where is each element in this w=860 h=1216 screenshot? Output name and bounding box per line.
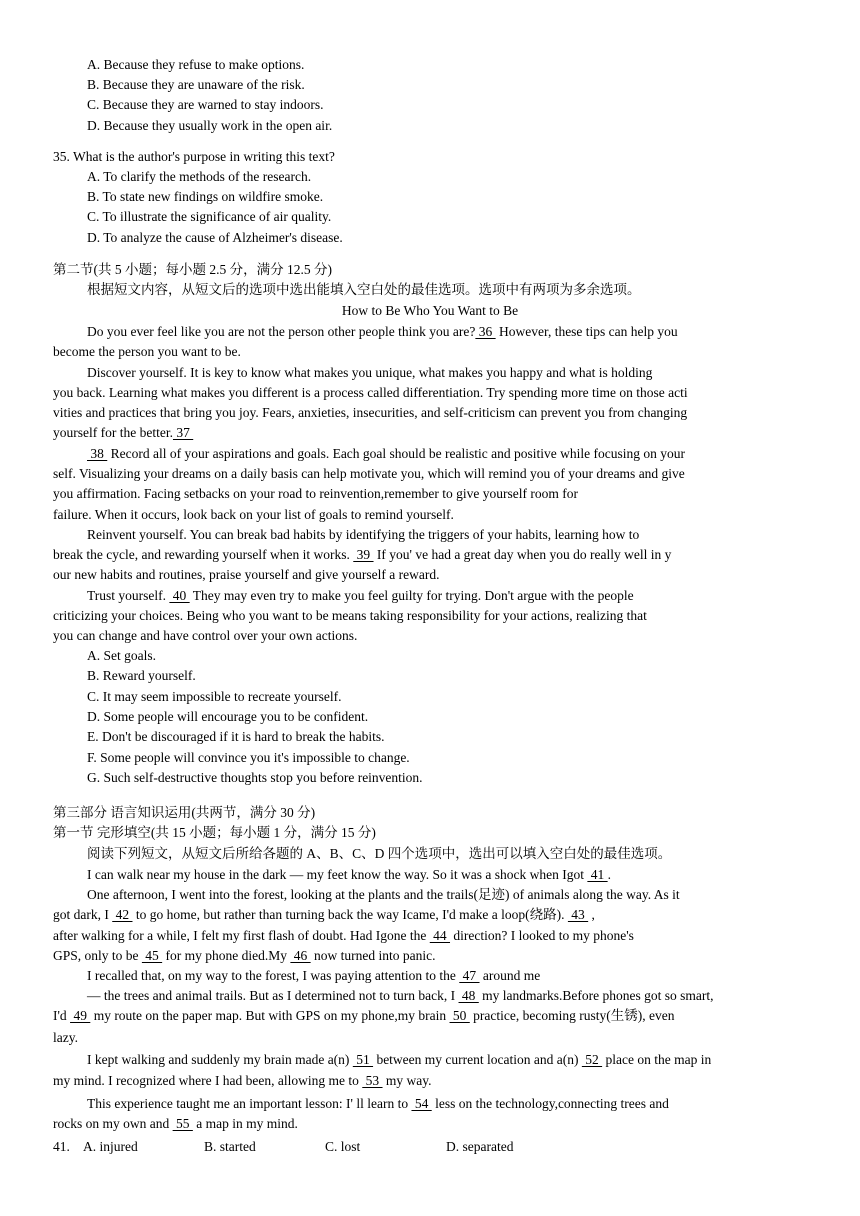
- blank-54: 54: [411, 1096, 432, 1111]
- section2-option-b: B. Reward yourself.: [87, 668, 196, 683]
- blank-38: 38: [87, 446, 108, 461]
- passage-line: you affirmation. Facing setbacks on your road to reinvention,remember to give yourself room for: [53, 486, 578, 501]
- blank-41: 41: [587, 867, 608, 882]
- q34-option-a: A. Because they refuse to make options.: [87, 57, 305, 72]
- blank-42: 42: [112, 907, 133, 922]
- cloze-line: One afternoon, I went into the forest, looking at the plants and the trails(足迹) of animals along the way. As it: [87, 887, 680, 902]
- part3-heading: 第三部分 语言知识运用(共两节，满分 30 分): [53, 805, 316, 820]
- blank-48: 48: [458, 988, 479, 1003]
- passage-line: Discover yourself. It is key to know what makes you unique, what makes you happy and what is holding: [87, 365, 653, 380]
- passage-line: break the cycle, and rewarding yourself when it works. 39 If you' ve had a great day when you do really well in y: [53, 547, 672, 562]
- section2-option-c: C. It may seem impossible to recreate yourself.: [87, 689, 342, 704]
- q41-option-d: D. separated: [446, 1139, 514, 1154]
- part3-section-heading: 第一节 完形填空(共 15 小题；每小题 1 分，满分 15 分): [53, 825, 376, 840]
- blank-36: 36: [475, 324, 496, 339]
- blank-51: 51: [352, 1052, 374, 1067]
- cloze-line: rocks on my own and 55 a map in my mind.: [53, 1116, 298, 1131]
- passage-line: self. Visualizing your dreams on a daily basis can help motivate you, which will remind you of your dreams and give: [53, 466, 685, 481]
- q35-option-a: A. To clarify the methods of the research.: [87, 169, 312, 184]
- q34-option-c: C. Because they are warned to stay indoors.: [87, 97, 324, 112]
- passage-line: become the person you want to be.: [53, 344, 241, 359]
- passage-line: you back. Learning what makes you different is a process called differentiation. Try spending more time on those acti: [53, 385, 688, 400]
- passage-line: yourself for the better. 37: [53, 425, 194, 440]
- passage-line: you can change and have control over your own actions.: [53, 628, 358, 643]
- q41-option-a: A. injured: [83, 1139, 138, 1154]
- q35-option-c: C. To illustrate the significance of air quality.: [87, 209, 332, 224]
- cloze-line: I recalled that, on my way to the forest, I was paying attention to the 47 around me: [87, 968, 541, 983]
- blank-37: 37: [172, 425, 194, 440]
- cloze-line: after walking for a while, I felt my first flash of doubt. Had Igone the 44 direction? I looked to my phone's: [53, 928, 634, 943]
- q34-option-d: D. Because they usually work in the open air.: [87, 118, 333, 133]
- passage-line: failure. When it occurs, look back on your list of goals to remind yourself.: [53, 507, 454, 522]
- part3-instruction: 阅读下列短文，从短文后所给各题的 A、B、C、D 四个选项中，选出可以填入空白处的最佳选项。: [87, 846, 672, 861]
- passage-line: Do you ever feel like you are not the person other people think you are? 36 However, these tips can help you: [87, 324, 678, 339]
- blank-46: 46: [290, 948, 311, 963]
- blank-47: 47: [459, 968, 480, 983]
- passage-line: criticizing your choices. Being who you want to be means taking responsibility for your actions, realizing that: [53, 608, 647, 623]
- blank-40: 40: [169, 588, 190, 603]
- q35-option-d: D. To analyze the cause of Alzheimer's disease.: [87, 230, 343, 245]
- section2-option-f: F. Some people will convince you it's impossible to change.: [87, 750, 410, 765]
- passage-title: How to Be Who You Want to Be: [341, 303, 519, 318]
- cloze-line: lazy.: [53, 1030, 78, 1045]
- passage-line: 38 Record all of your aspirations and goals. Each goal should be realistic and positive while focusing on your: [87, 446, 685, 461]
- cloze-line: — the trees and animal trails. But as I determined not to turn back, I 48 my landmarks.Before phones got so smart,: [87, 988, 714, 1003]
- blank-50: 50: [449, 1008, 470, 1023]
- cloze-line: my mind. I recognized where I had been, allowing me to 53 my way.: [53, 1073, 432, 1088]
- cloze-line: I'd 49 my route on the paper map. But with GPS on my phone,my brain 50 practice, becoming rusty(生锈), even: [53, 1008, 675, 1023]
- passage-line: Reinvent yourself. You can break bad habits by identifying the triggers of your habits, learning how to: [87, 527, 640, 542]
- q34-option-b: B. Because they are unaware of the risk.: [87, 77, 305, 92]
- section2-option-e: E. Don't be discouraged if it is hard to break the habits.: [87, 729, 385, 744]
- cloze-line: got dark, I 42 to go home, but rather than turning back the way Icame, I'd make a loop(绕路). 43 ,: [53, 907, 595, 922]
- q35-option-b: B. To state new findings on wildfire smoke.: [87, 189, 324, 204]
- section2-instruction: 根据短文内容，从短文后的选项中选出能填入空白处的最佳选项。选项中有两项为多余选项。: [87, 282, 641, 297]
- cloze-line: I can walk near my house in the dark — my feet know the way. So it was a shock when Igot 41 .: [87, 867, 611, 882]
- q41-number: 41.: [53, 1139, 70, 1154]
- q41-option-b: B. started: [204, 1139, 256, 1154]
- q35-stem: 35. What is the author's purpose in writing this text?: [53, 149, 335, 164]
- blank-45: 45: [141, 948, 163, 963]
- passage-line: our new habits and routines, praise yourself and give yourself a reward.: [53, 567, 440, 582]
- blank-44: 44: [429, 928, 451, 943]
- blank-53: 53: [362, 1073, 383, 1088]
- section2-option-g: G. Such self-destructive thoughts stop you before reinvention.: [87, 770, 423, 785]
- section2-option-a: A. Set goals.: [87, 648, 156, 663]
- q41-option-c: C. lost: [325, 1139, 361, 1154]
- passage-line: vities and practices that bring you joy. Fears, anxieties, insecurities, and self-criticism can prevent you from changing: [53, 405, 688, 420]
- blank-39: 39: [353, 547, 374, 562]
- passage-line: Trust yourself. 40 They may even try to make you feel guilty for trying. Don't argue with the people: [87, 588, 634, 603]
- section2-heading: 第二节(共 5 小题；每小题 2.5 分，满分 12.5 分): [53, 262, 332, 277]
- cloze-line: This experience taught me an important lesson: I' ll learn to 54 less on the technology,connecting trees and: [87, 1096, 669, 1111]
- blank-49: 49: [70, 1008, 91, 1023]
- cloze-line: GPS, only to be 45 for my phone died.My 46 now turned into panic.: [53, 948, 436, 963]
- section2-option-d: D. Some people will encourage you to be confident.: [87, 709, 369, 724]
- blank-43: 43: [567, 907, 589, 922]
- blank-55: 55: [172, 1116, 193, 1131]
- blank-52: 52: [581, 1052, 603, 1067]
- cloze-line: I kept walking and suddenly my brain made a(n) 51 between my current location and a(n) 52 place on the map in: [87, 1052, 712, 1067]
